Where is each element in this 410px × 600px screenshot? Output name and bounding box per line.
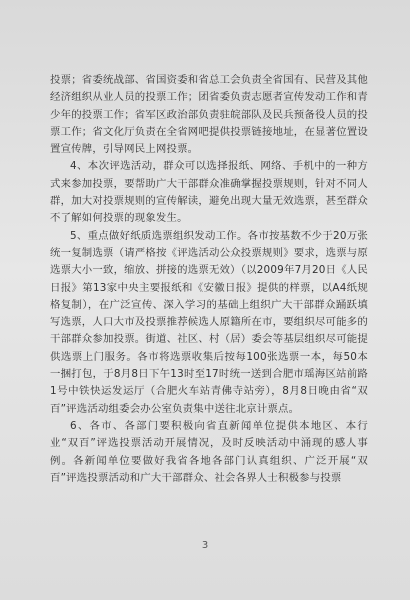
paragraph-item-4: 4、本次评选活动，群众可以选择报纸、网络、手机中的一种方式来参加投票，要帮助广大干部群众准确掌握投票规则，针对不同人群，加大对投票规则的宣传解读，避免出现大量无效选票，甚至群众不了解如何投票的现象发生。 — [50, 160, 368, 225]
paragraph-item-5: 5、重点做好纸质选票组织发动工作。各市按基数不少于20万张统一复制选票（请严格按《评选活动公众投票规则》要求，选票与原选票大小一致，缩放、拼接的选票无效）（以2009年7月20日《人民日报》第13家中央主要报纸和《安徽日报》提供的样票，以A4纸规格复制），在广泛宣传、深入学习的基础上组织广大干部群众踊跃填写选票，人口大市及投票推荐候选人原籍所在市，要组织尽可能多的干部群众参加投票。街道、社区、村（居）委会等基层组织尽可能提供选票上门服务。各市将选票收集后按每100张选票一本，每50本一捆打包，于8月8日下午13时至17时统一送到合肥市瑶海区站前路1号中铁快运发运厅（合肥火车站青佛寺站旁），8月8日晚由省“双百”评选活动组委会办公室负责集中送往北京计票点。 — [50, 229, 368, 415]
document-body — [50, 72, 368, 487]
paragraph-continuation: 投票；省委统战部、省国资委和省总工会负责全省国有、民营及其他经济组织从业人员的投票工作；团省委负责志愿者宣传发动工作和青少年的投票工作；省军区政治部负责驻皖部队及民兵预备役人员的投票工作；省文化厅负责在全省网吧提供投票链接地址，在显著位置设置宣传牌，引导网民上网投票。 — [50, 74, 368, 156]
paragraph-item-6: 6、各市、各部门要积极向省直新闻单位提供本地区、本行业“双百”评选投票活动开展情况，及时反映活动中涌现的感人事例。各新闻单位要做好我省各地各部门认真组织、广泛开展“双百”评选投票活动和广大干部群众、社会各界人士积极参与投票 — [50, 419, 368, 484]
page-number: 3 — [201, 540, 209, 551]
